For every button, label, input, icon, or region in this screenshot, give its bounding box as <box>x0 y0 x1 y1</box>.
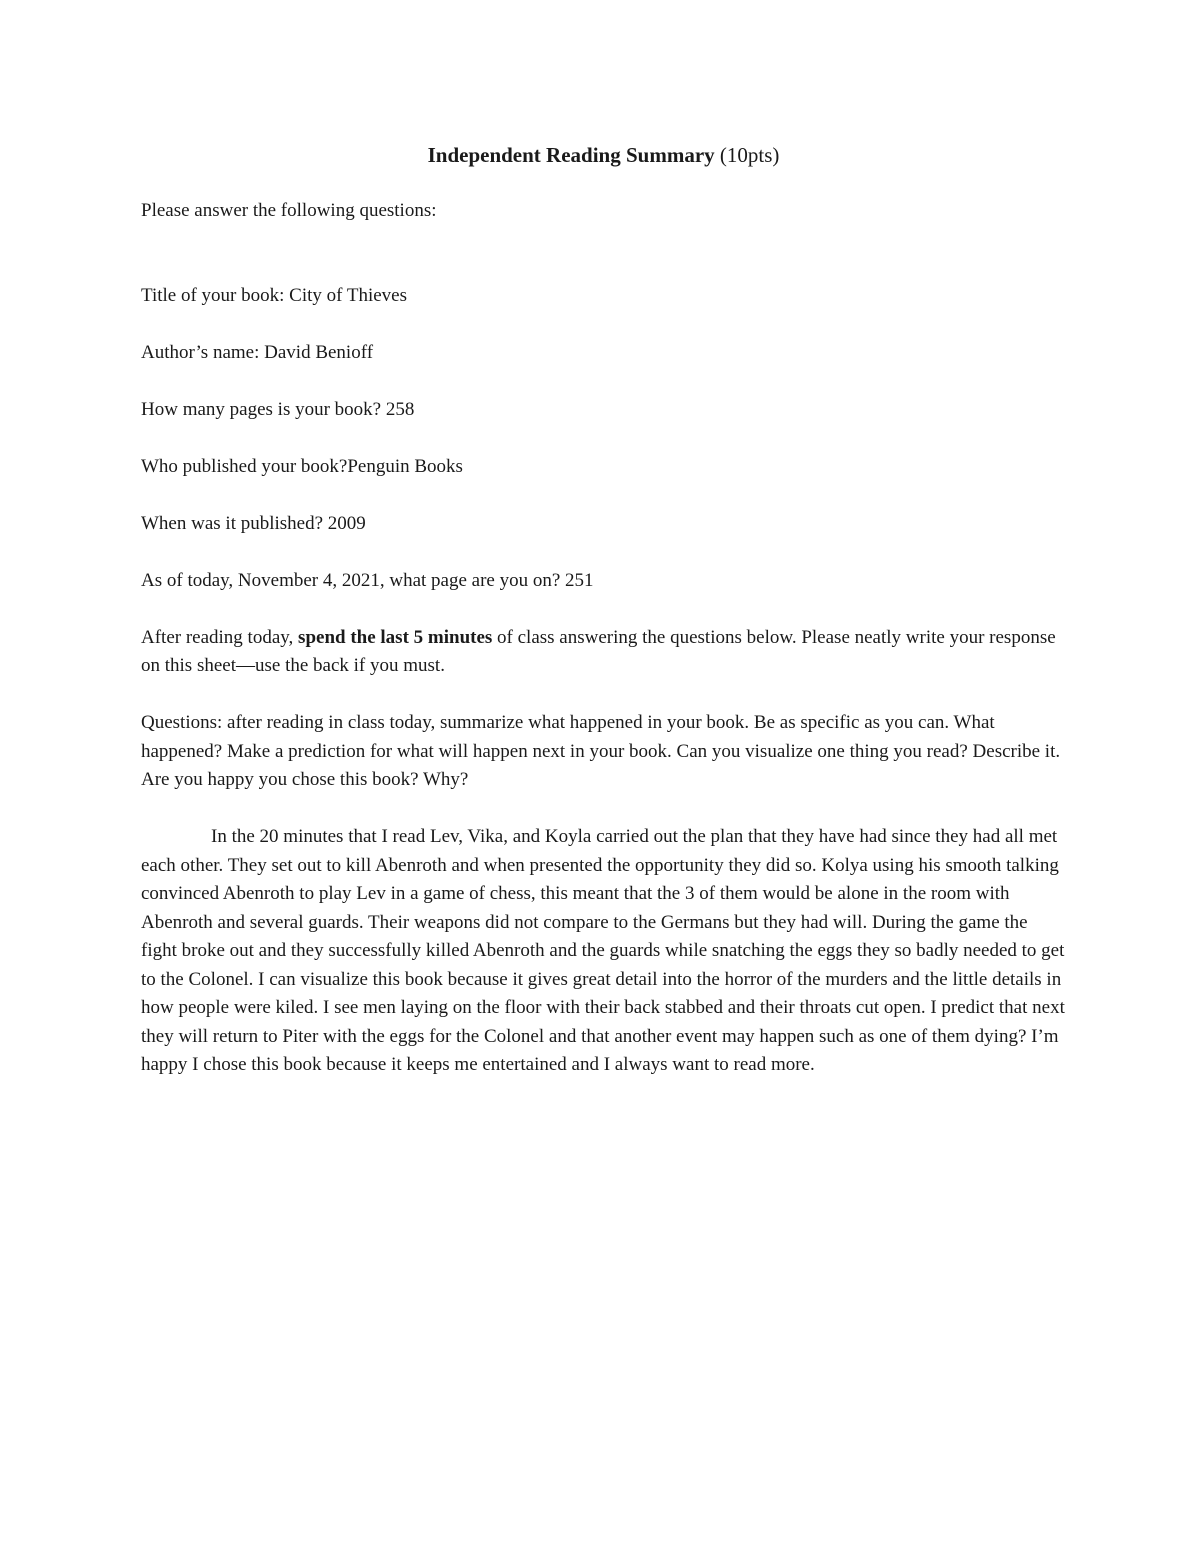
field-value: David Benioff <box>264 341 374 363</box>
field-pages <box>141 396 1066 425</box>
field-book-title <box>141 282 1066 311</box>
field-publisher <box>141 453 1066 482</box>
instructions-paragraph <box>141 624 1066 681</box>
field-value: City of Thieves <box>289 284 407 306</box>
field-label: Title of your book: <box>141 284 285 306</box>
field-current-page <box>141 567 1066 596</box>
document-body <box>141 140 1066 1108</box>
field-label: How many pages is your book? <box>141 398 382 420</box>
field-published-year <box>141 510 1066 539</box>
instructions-before: After reading today, <box>141 626 294 648</box>
field-value: 258 <box>385 398 415 420</box>
instructions-after: of class answering the questions below. Please neatly write your response on this sheet—use the back if you must. <box>141 626 1056 676</box>
document-title <box>141 140 1066 170</box>
field-value: 251 <box>565 569 594 591</box>
instructions-bold: spend the last 5 minutes <box>298 626 493 648</box>
answer-paragraph: In the 20 minutes that I read Lev, Vika, and Koyla carried out the plan that they have had since they had all met each other. They set out to kill Abenroth and when presented the opportunity they did so. Kolya using his smooth talking convinced Abenroth to play Lev in a game of chess, this meant that the 3 of them would be alone in the room with Abenroth and several guards. Their weapons did not compare to the Germans but they had will. During the game the fight broke out and they successfully killed Abenroth and the guards while snatching the eggs they so badly needed to get to the Colonel. I can visualize this book because it gives great detail into the horror of the murders and the little details in how people were kiled. I see men laying on the floor with their back stabbed and their throats cut open. I predict that next they will return to Piter with the eggs for the Colonel and that another event may happen such as one of them dying? I’m happy I chose this book because it keeps me entertained and I always want to read more. <box>141 826 1065 1075</box>
field-label: Who published your book? <box>141 455 348 477</box>
title-main: Independent Reading Summary <box>427 143 715 167</box>
field-label: As of today, November 4, 2021, what page are you on? <box>141 569 561 591</box>
questions-paragraph: Questions: after reading in class today, summarize what happened in your book. Be as specific as you can. What happened? Make a prediction for what will happen next in your book. Can you visualize one thing you read? Describe it. Are you happy you chose this book? Why? <box>141 712 1061 790</box>
field-value: 2009 <box>327 512 366 534</box>
intro-text: Please answer the following questions: <box>141 200 437 221</box>
field-label: Author’s name: <box>141 341 260 363</box>
field-author <box>141 339 1066 368</box>
title-points: (10pts) <box>719 143 780 167</box>
field-value: Penguin Books <box>347 455 463 477</box>
field-label: When was it published? <box>141 512 324 534</box>
